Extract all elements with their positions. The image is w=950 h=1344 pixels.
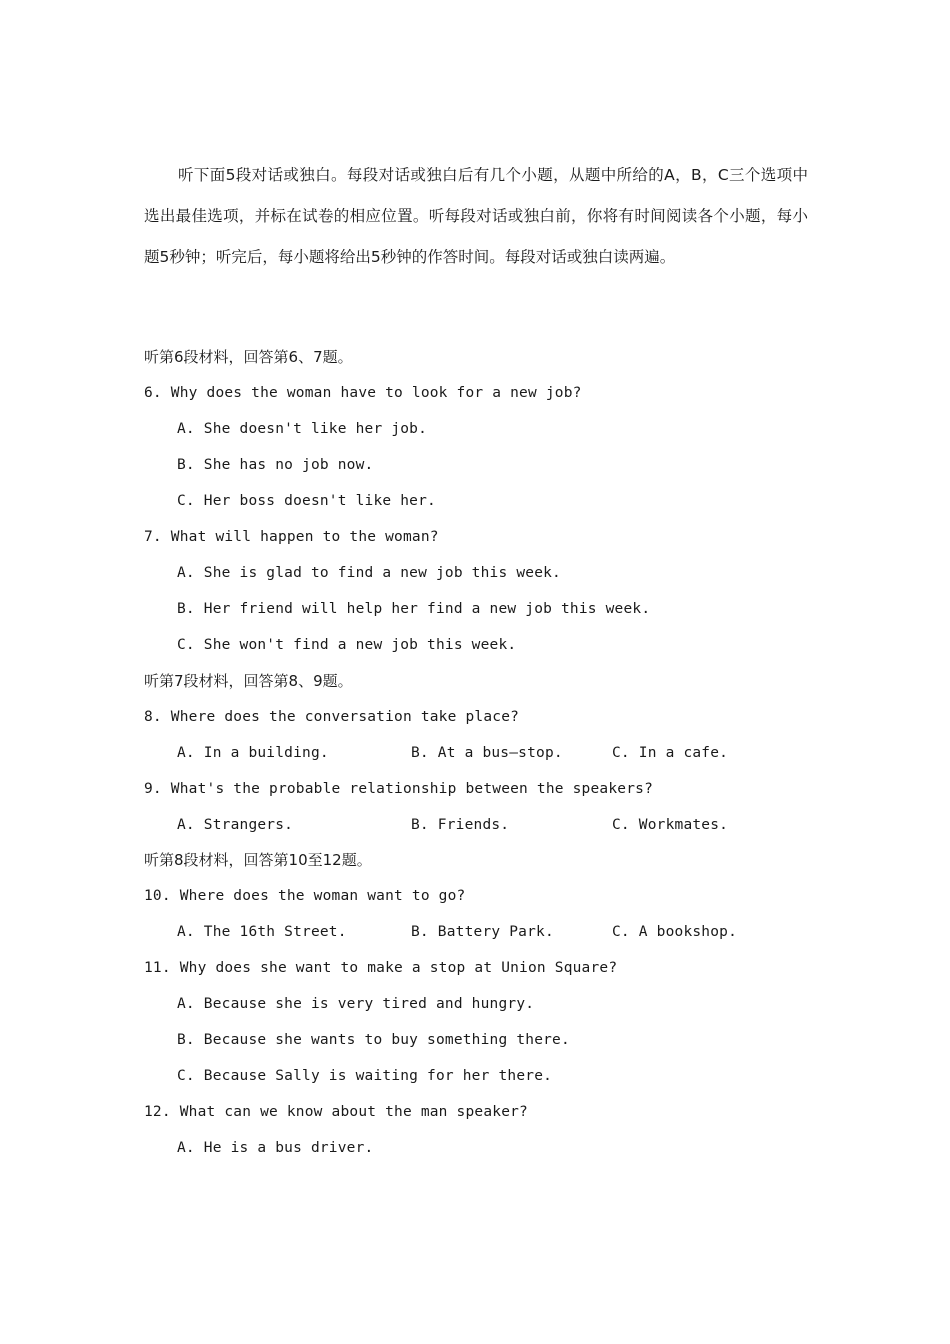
question-7-option-b: B. Her friend will help her find a new job this week. xyxy=(177,601,651,617)
question-8-options xyxy=(177,741,777,765)
question-9: 9. What's the probable relationship between the speakers? xyxy=(144,781,653,797)
section-heading-7: 听第7段材料，回答第8、9题。 xyxy=(144,672,353,690)
question-7-option-c: C. She won't find a new job this week. xyxy=(177,637,517,653)
question-10: 10. Where does the woman want to go? xyxy=(144,888,466,904)
question-11: 11. Why does she want to make a stop at Union Square? xyxy=(144,960,618,976)
question-12-option-a: A. He is a bus driver. xyxy=(177,1140,374,1156)
question-9-options xyxy=(177,813,777,837)
question-9-option-c: C. Workmates. xyxy=(612,817,729,833)
question-7-option-a: A. She is glad to find a new job this week. xyxy=(177,565,561,581)
question-10-option-c: C. A bookshop. xyxy=(612,924,738,940)
question-11-option-a: A. Because she is very tired and hungry. xyxy=(177,996,535,1012)
question-9-option-a: A. Strangers. xyxy=(177,817,294,833)
question-8-option-c: C. In a cafe. xyxy=(612,745,729,761)
listening-instructions: 听下面5段对话或独白。每段对话或独白后有几个小题，从题中所给的A，B，C三个选项中选出最佳选项，并标在试卷的相应位置。听每段对话或独白前，你将有时间阅读各个小题，每小题5秒钟；听完后，每小题将给出5秒钟的作答时间。每段对话或独白读两遍。 xyxy=(144,166,808,266)
question-11-option-c: C. Because Sally is waiting for her there. xyxy=(177,1068,553,1084)
question-8-option-a: A. In a building. xyxy=(177,745,329,761)
section-heading-6: 听第6段材料，回答第6、7题。 xyxy=(144,348,353,366)
question-10-option-b: B. Battery Park. xyxy=(411,924,554,940)
question-6-option-b: B. She has no job now. xyxy=(177,457,374,473)
question-10-option-a: A. The 16th Street. xyxy=(177,924,347,940)
question-11-option-b: B. Because she wants to buy something there. xyxy=(177,1032,570,1048)
section-heading-8: 听第8段材料，回答第10至12题。 xyxy=(144,851,372,869)
question-10-options xyxy=(177,920,777,944)
question-6-option-c: C. Her boss doesn't like her. xyxy=(177,493,436,509)
question-7: 7. What will happen to the woman? xyxy=(144,529,439,545)
question-12: 12. What can we know about the man speaker? xyxy=(144,1104,528,1120)
question-6: 6. Why does the woman have to look for a new job? xyxy=(144,385,582,401)
question-9-option-b: B. Friends. xyxy=(411,817,510,833)
question-8: 8. Where does the conversation take place? xyxy=(144,709,520,725)
question-6-option-a: A. She doesn't like her job. xyxy=(177,421,428,437)
question-8-option-b: B. At a bus—stop. xyxy=(411,745,563,761)
